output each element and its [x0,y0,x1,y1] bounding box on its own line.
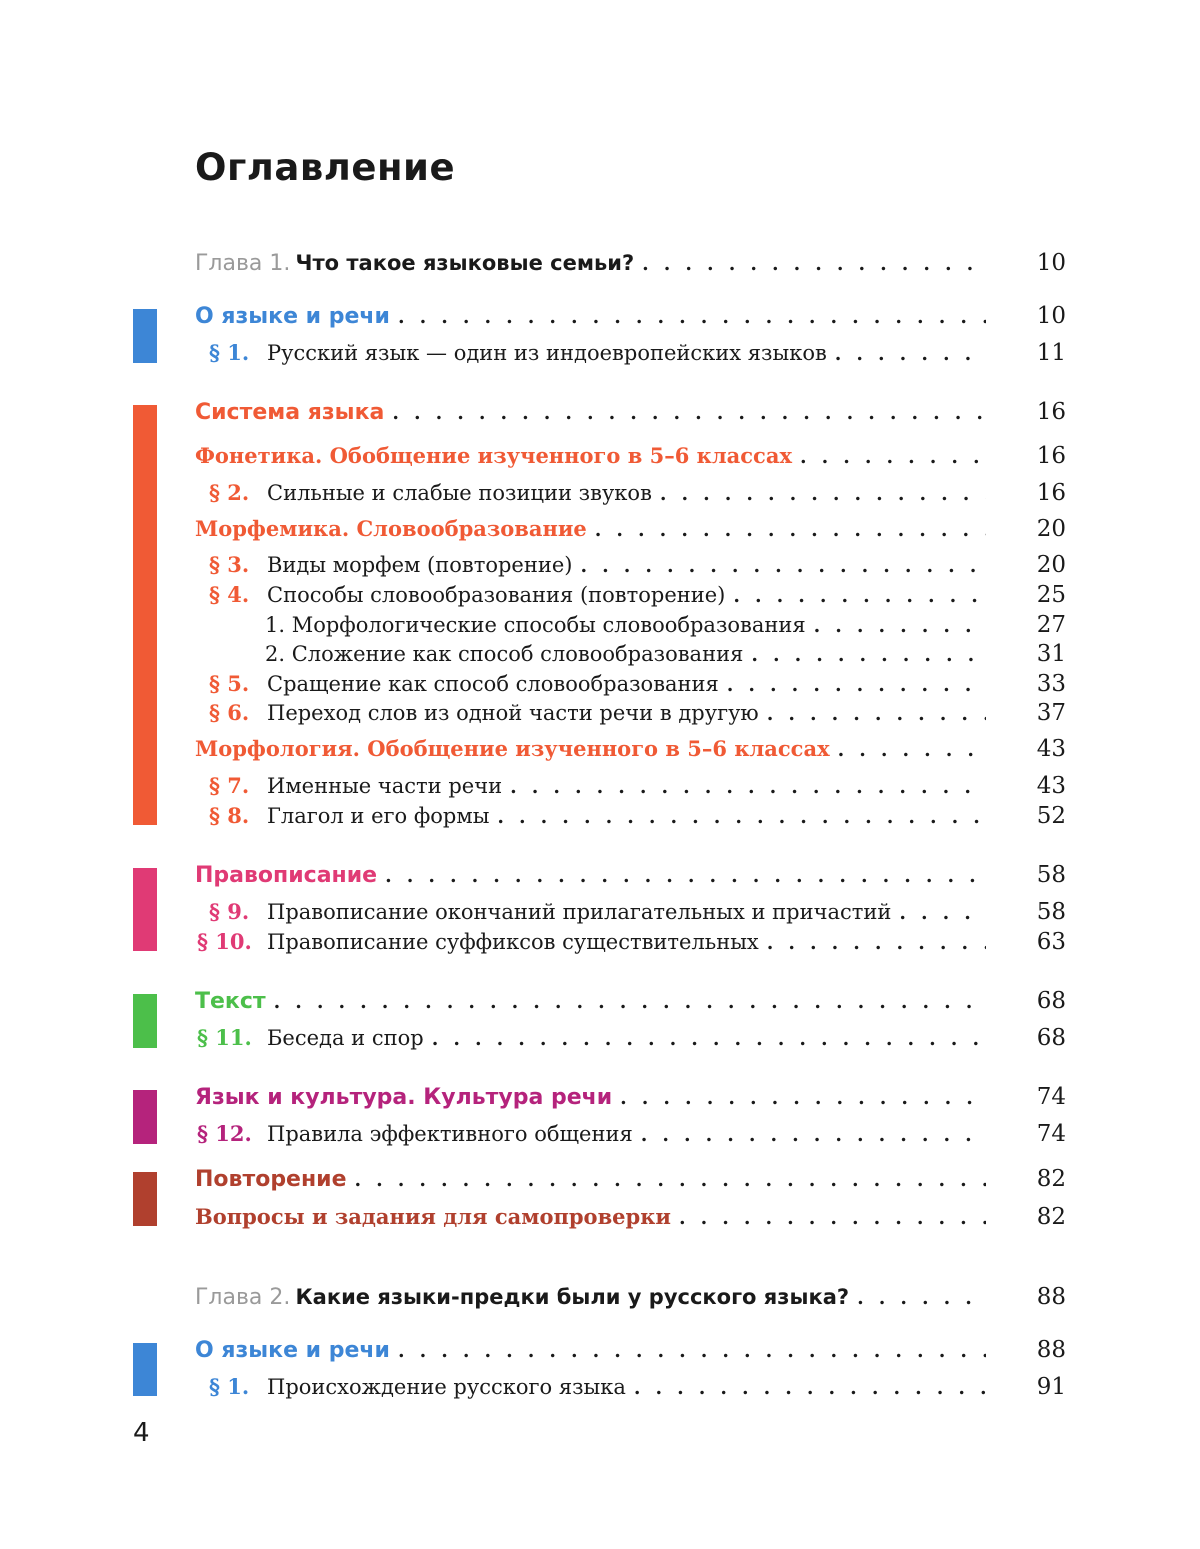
section-heading-text: О языке и речи [195,1338,390,1363]
paragraph-title: Русский язык — один из индоевропейских языков [267,341,827,365]
subsection-title: Фонетика. Обобщение изученного в 5–6 классах [195,443,792,468]
chapter-title: Какие языки-предки были у русского языка? [295,1285,850,1309]
toc-paragraph[interactable] [195,1121,1066,1153]
paragraph-title: Именные части речи [267,774,503,798]
toc-subitem[interactable] [195,612,1066,644]
section-heading-text: Система языка [195,400,385,425]
dot-leader [642,253,986,275]
paragraph-number: § 2. [209,480,250,505]
paragraph-title: Происхождение русского языка [267,1375,626,1399]
toc-paragraph[interactable] [195,929,1066,961]
page-ref: 16 [1036,443,1066,469]
paragraph-number: § 10. [197,929,252,954]
dot-leader [767,932,986,954]
dot-leader [274,991,986,1013]
chapter-prefix: Глава 2. [195,1285,291,1310]
dot-leader [510,776,986,798]
page-ref: 58 [1036,899,1066,925]
page-ref: 68 [1036,1025,1066,1051]
paragraph-title: Правописание суффиксов существительных [267,930,759,954]
dot-leader [838,739,986,761]
chapter-prefix: Глава 1. [195,251,291,276]
dot-leader [385,865,986,887]
dot-leader [392,402,986,424]
toc-subitem[interactable] [195,641,1066,673]
dot-leader [800,446,986,468]
section-heading-text: Правописание [195,863,378,888]
section-bar-brown [133,1172,157,1226]
dot-leader [814,615,986,637]
dot-leader [580,555,986,577]
section-bar-purple [133,1090,157,1144]
dot-leader [634,1377,986,1399]
dot-leader [835,343,986,365]
toc-paragraph[interactable] [195,773,1066,805]
toc-paragraph[interactable] [195,552,1066,584]
page-ref: 52 [1036,803,1066,829]
dot-leader [727,674,986,696]
page-ref: 43 [1036,736,1066,762]
toc-section-heading[interactable] [195,399,1066,431]
dot-leader [497,806,986,828]
page-ref: 33 [1036,671,1066,697]
page-ref: 16 [1036,399,1066,425]
page-ref: 10 [1036,250,1066,276]
paragraph-title: Способы словообразования (повторение) [267,583,726,607]
toc-paragraph[interactable] [195,480,1066,512]
dot-leader [857,1287,986,1309]
section-bar-green [133,994,157,1048]
paragraph-number: § 7. [209,773,250,798]
paragraph-title: Переход слов из одной части речи в другую [267,701,759,725]
paragraph-number: § 11. [197,1025,252,1050]
page-ref: 68 [1036,988,1066,1014]
page-ref: 82 [1036,1166,1066,1192]
toc-section-heading[interactable] [195,1084,1066,1116]
page-ref: 20 [1036,516,1066,542]
dot-leader [620,1087,986,1109]
toc-paragraph[interactable] [195,1025,1066,1057]
toc-subsection[interactable] [195,1204,1066,1236]
toc-subsection[interactable] [195,516,1066,548]
toc-section-heading[interactable] [195,862,1066,894]
page-ref: 20 [1036,552,1066,578]
page-ref: 88 [1036,1284,1066,1310]
subitem-title: 1. Морфологические способы словообразования [265,613,806,637]
dot-leader [899,902,986,924]
dot-leader [660,483,986,505]
subsection-title: Вопросы и задания для самопроверки [195,1204,671,1229]
paragraph-title: Глагол и его формы [267,804,490,828]
page-number: 4 [133,1418,150,1448]
paragraph-number: § 8. [209,803,250,828]
toc-section-heading[interactable] [195,1337,1066,1369]
page-ref: 16 [1036,480,1066,506]
dot-leader [679,1207,986,1229]
toc-section-heading[interactable] [195,988,1066,1020]
dot-leader [733,585,986,607]
toc-paragraph[interactable] [195,582,1066,614]
dot-leader [595,519,986,541]
toc-section-heading[interactable] [195,1166,1066,1198]
page-ref: 27 [1036,612,1066,638]
toc-section-heading[interactable] [195,303,1066,335]
dot-leader [355,1169,986,1191]
section-heading-text: Повторение [195,1167,347,1192]
dot-leader [398,1340,986,1362]
paragraph-number: § 1. [209,340,250,365]
section-bar-blue [133,309,157,363]
page-ref: 88 [1036,1337,1066,1363]
page-ref: 58 [1036,862,1066,888]
chapter-title: Что такое языковые семьи? [295,251,635,275]
paragraph-title: Сращение как способ словообразования [267,672,719,696]
section-bar-orange [133,405,157,825]
subsection-title: Морфология. Обобщение изученного в 5–6 классах [195,736,830,761]
section-heading-text: О языке и речи [195,304,390,329]
toc-paragraph[interactable] [195,671,1066,703]
paragraph-number: § 9. [209,899,250,924]
dot-leader [398,306,986,328]
dot-leader [641,1124,986,1146]
toc-paragraph[interactable] [195,340,1066,372]
paragraph-title: Сильные и слабые позиции звуков [267,481,652,505]
page-ref: 74 [1036,1084,1066,1110]
page-title: Оглавление [195,146,456,189]
dot-leader [432,1028,986,1050]
paragraph-number: § 1. [209,1374,250,1399]
section-heading-text: Язык и культура. Культура речи [195,1085,613,1110]
toc-paragraph[interactable] [195,1374,1066,1406]
paragraph-number: § 6. [209,700,250,725]
toc-paragraph[interactable] [195,803,1066,835]
paragraph-number: § 4. [209,582,250,607]
section-bar-pink [133,868,157,951]
paragraph-title: Виды морфем (повторение) [267,553,573,577]
dot-leader [767,703,986,725]
paragraph-number: § 12. [197,1121,252,1146]
toc-chapter-2[interactable] [195,1284,1066,1316]
paragraph-number: § 5. [209,671,250,696]
page-ref: 43 [1036,773,1066,799]
page-ref: 91 [1036,1374,1066,1400]
dot-leader [751,644,986,666]
toc-paragraph[interactable] [195,700,1066,732]
toc-chapter-1[interactable] [195,250,1066,282]
page-ref: 63 [1036,929,1066,955]
page-ref: 37 [1036,700,1066,726]
toc-paragraph[interactable] [195,899,1066,931]
paragraph-title: Беседа и спор [267,1026,424,1050]
page-ref: 25 [1036,582,1066,608]
paragraph-title: Правописание окончаний прилагательных и причастий [267,900,892,924]
section-heading-text: Текст [195,989,266,1014]
subitem-title: 2. Сложение как способ словообразования [265,642,744,666]
page-ref: 31 [1036,641,1066,667]
page-ref: 11 [1036,340,1066,366]
section-bar-blue-2 [133,1343,157,1396]
toc-subsection[interactable] [195,736,1066,768]
page-ref: 74 [1036,1121,1066,1147]
paragraph-number: § 3. [209,552,250,577]
toc-subsection[interactable] [195,443,1066,475]
subsection-title: Морфемика. Словообразование [195,516,587,541]
page-ref: 10 [1036,303,1066,329]
paragraph-title: Правила эффективного общения [267,1122,633,1146]
page-ref: 82 [1036,1204,1066,1230]
